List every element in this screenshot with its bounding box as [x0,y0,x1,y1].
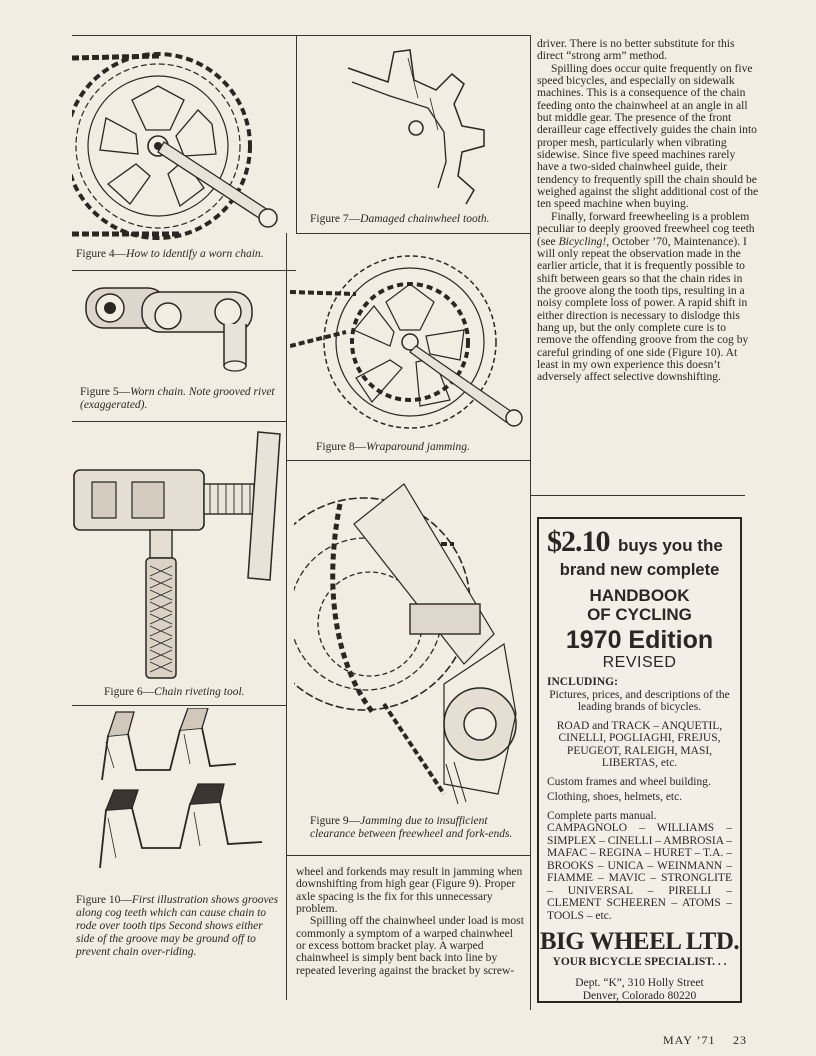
rule-ad-top [530,495,745,496]
ad-title-2: OF CYCLING [587,605,692,624]
figure-9-text: Jamming due to insufficient clearance between freewheel and fork-ends. [310,815,513,840]
ad-headline-1: buys you the [617,536,723,555]
figure-4-label: Figure 4 [76,248,115,260]
article-middle-column [296,866,524,977]
figure-7-label: Figure 7 [310,213,349,225]
column-rule [530,495,531,1010]
ad-title-1: HANDBOOK [589,586,690,605]
handbook-advertisement [537,517,742,1003]
ad-item: Custom frames and wheel building. [547,775,711,788]
ad-headline-row [547,525,732,559]
rule-fig4 [72,270,296,271]
column-rule [296,35,297,233]
ad-item: Clothing, shoes, helmets, etc. [547,791,683,803]
ad-item: Complete parts manual. [547,809,657,822]
figure-4-illustration [72,38,294,240]
figure-4-text: How to identify a worn chain. [126,248,264,260]
figure-4-caption: Figure 4—How to identify a worn chain. [76,248,264,260]
figure-10-text: First illustration shows grooves along cog teeth which can cause chain to rode over tooth tips Second shows either side of the groove may be ground off to prevent chain over-riding. [76,894,279,958]
ad-edition: 1970 Edition [565,626,714,654]
figure-10-caption: Figure 10—First illustration shows grooves along cog teeth which can cause chain to rode over tooth tips Second shows either side of the groove may be ground off to prevent chain over-riding. [76,894,279,958]
ad-headline-2: brand new complete [559,561,720,579]
figure-8-label: Figure 8 [316,441,355,453]
figure-9-caption: Figure 9—Jamming due to insufficient clearance between freewheel and fork-ends. [310,815,513,840]
ad-tagline: YOUR BICYCLE SPECIALIST. . . [552,956,727,968]
rule-fig9 [286,855,530,856]
figure-6-text: Chain riveting tool. [154,686,245,698]
figure-8-caption: Figure 8—Wraparound jamming. [316,441,470,453]
column-rule [286,460,287,1000]
paragraph: driver. There is no better substitute for this direct “strong arm” method. [537,37,735,63]
ad-address-2: Denver, Colorado 80220 [582,989,697,1002]
top-rule [72,35,530,36]
figure-7-illustration [298,38,528,208]
ad-including: INCLUDING: [547,676,618,688]
paragraph: Finally, forward freewheeling is a problem peculiar to deeply grooved freewheel cog teeth (see Bicycling!, October ’70, Maintenance). I will only repeat the observation made in the earlier article, that it is frequently possible to shift between gears so that the chain rides in the groove along the tooth tips, resulting in a noisy complete loss of power. A rapid shift in either direction is necessary to dislodge this hang up, but the only complete cure is to remove the offending groove from the cog by careful grinding of one side (Figure 10). At least in my own experience this doesn’t adversely affect selective downshifting. [537,209,755,384]
paragraph: wheel and forkends may result in jamming when downshifting from high gear (Figure 9). Proper axle spacing is the fix for this unnecessary problem. [296,865,523,916]
figure-7-caption: Figure 7—Damaged chainwheel tooth. [310,213,490,225]
figure-10-label: Figure 10 [76,894,121,906]
figure-9-label: Figure 9 [310,815,349,827]
figure-5-illustration [76,276,282,376]
rule-fig8 [286,460,530,461]
figure-8-illustration [290,250,528,435]
rule-fig7 [296,233,530,234]
ad-company-logo: BIG WHEEL LTD. [539,928,740,955]
ad-address-1: Dept. “K”, 310 Holly Street [575,977,704,989]
paragraph: Spilling does occur quite frequently on five speed bicycles, and especially on sidewalk machines. This is a consequence of the chain feeding onto the chainwheel at an angle in all but middle gear. The presence of the front derailleur cage effectively guides the chain into proper mesh, particularly when vibrating sidewise. Since five speed machines rarely have a two-sided chainwheel guide, their tendency to frequently spill the chain should be weighed against the slight additional cost of the ten speed machine when buying. [537,61,759,211]
ad-revised: REVISED [602,654,677,671]
magazine-title: Bicycling! [558,234,607,248]
ad-item: Pictures, prices, and descriptions of the leading brands of bicycles. [549,688,730,713]
page-number: 23 [733,1033,747,1047]
article-right-column [537,38,759,384]
rule-fig6 [72,705,286,706]
ad-item: ROAD and TRACK – ANQUETIL, CINELLI, POGLIAGHI, FREJUS, PEUGEOT, RALEIGH, MASI, LIBERTAS, etc. [556,719,723,769]
figure-9-illustration [294,464,526,810]
figure-7-text: Damaged chainwheel tooth. [360,213,490,225]
figure-5-text: Worn chain. Note grooved rivet (exaggerated). [80,386,275,411]
issue-date: MAY ’71 [663,1033,716,1047]
figure-5-label: Figure 5 [80,386,119,398]
figure-5-caption: Figure 5—Worn chain. Note grooved rivet (exaggerated). [80,386,275,411]
rule-fig5 [72,421,286,422]
column-rule [530,35,531,495]
figure-6-label: Figure 6 [104,686,143,698]
paragraph: Spilling off the chainwheel under load is most commonly a symptom of a warped chainwheel or excess bottom bracket play. A warped chainwheel is simply bent back into line by repeated levering against the bracket by screw- [296,914,524,977]
figure-8-text: Wraparound jamming. [366,441,470,453]
figure-6-caption: Figure 6—Chain riveting tool. [104,686,245,698]
figure-6-illustration [72,426,284,681]
figure-10-illustration [86,708,282,886]
ad-item: CAMPAGNOLO – WILLIAMS – SIMPLEX – CINELLI – AMBROSIA – MAFAC – REGINA – HURET – T.A. – BROOKS – UNICA – WEINMANN – FIAMME – MAVIC – STRONGLITE – UNIVERSAL – PIRELLI – CLEMENT SCHEEREN – ATOMS – TOOLS – etc. [547,822,732,922]
ad-price: $2.10 [547,525,610,558]
